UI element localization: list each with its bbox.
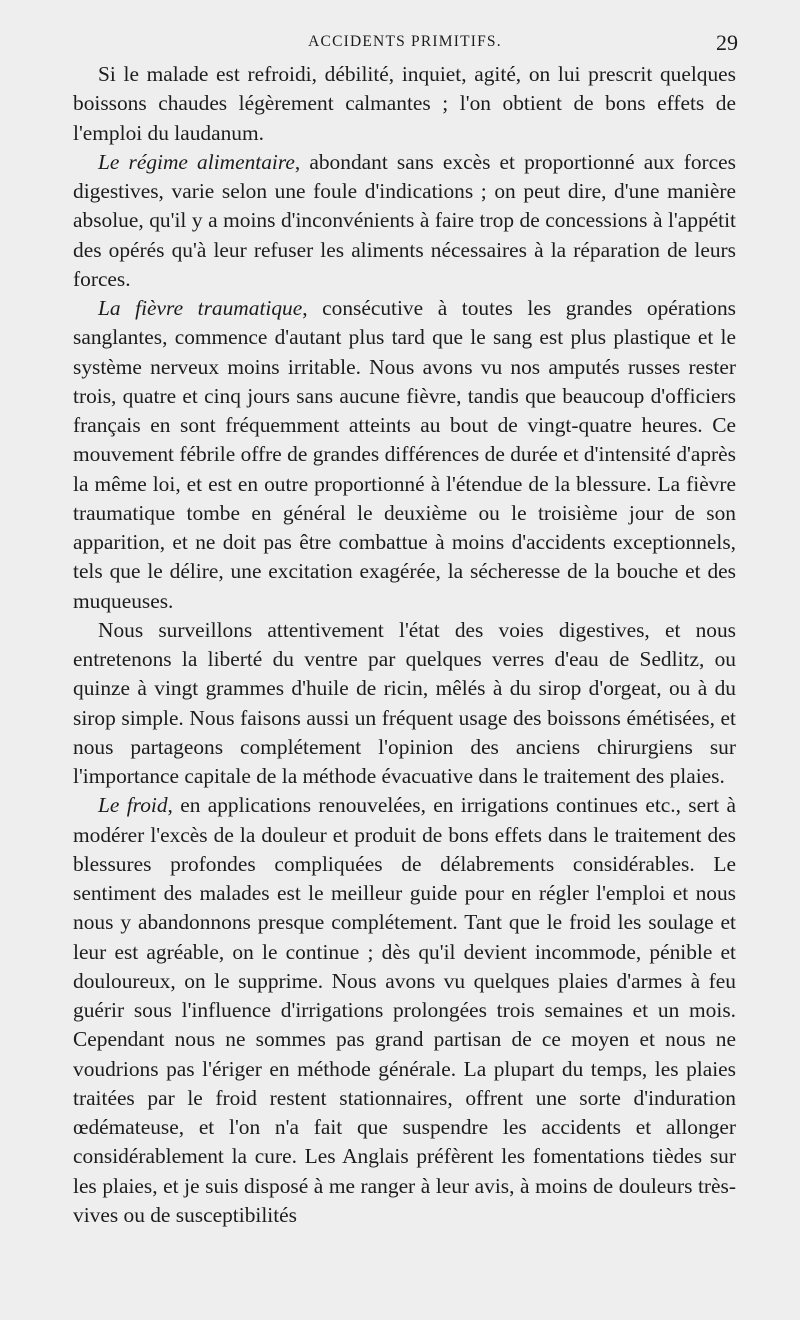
running-head: ACCIDENTS PRIMITIFS. [308, 33, 502, 50]
paragraph-regime-alimentaire [73, 148, 736, 294]
paragraph-text: , consécutive à toutes les grandes opérations sanglantes, commence d'autant plus tard que le sang est plus plastique et le système nerveux moins irritable. Nous avons vu nos amputés russes rester trois, quatre et cinq jours sans aucune fièvre, tandis que beaucoup d'officiers français en sont fréquemment atteints au bout de vingt-quatre heures. Ce mouvement fébrile offre de grandes différences de durée et d'intensité d'après la même loi, et est en outre proportionné à l'étendue de la blessure. La fièvre traumatique tombe en général le deuxième ou le troisième jour de son apparition, et ne doit pas être combattue à moins d'accidents exceptionnels, tels que le délire, une excitation exagérée, la sécheresse de la bouche et des muqueuses. [73, 296, 736, 613]
body-text [73, 60, 736, 1230]
paragraph-malade-refroidi [73, 60, 736, 148]
paragraph-lead-italic: Le froid [98, 793, 168, 818]
paragraph-voies-digestives [73, 616, 736, 792]
paragraph-fievre-traumatique [73, 294, 736, 616]
paragraph-text: , abondant sans excès et proportionné aux forces digestives, varie selon une foule d'indications ; on peut dire, d'une manière absolue, qu'il y a moins d'inconvénients à faire trop de concessions à l'appétit des opérés qu'à leur refuser les aliments nécessaires à la réparation de leurs forces. [73, 149, 736, 291]
paragraph-text: Si le malade est refroidi, débilité, inquiet, agité, on lui prescrit quelques boissons chaudes légèrement calmantes ; l'on obtient de bons effets de l'emploi du laudanum. [73, 62, 736, 145]
paragraph-lead-italic: Le régime alimentaire [98, 149, 295, 174]
paragraph-text: Nous surveillons attentivement l'état des voies digestives, et nous entretenons la liberté du ventre par quelques verres d'eau de Sedlitz, ou quinze à vingt grammes d'huile de ricin, mêlés à du sirop d'orgeat, ou à du sirop simple. Nous faisons aussi un fréquent usage des boissons émétisées, et nous partageons complétement l'opinion des anciens chirurgiens sur l'importance capitale de la méthode évacuative dans le traitement des plaies. [73, 617, 736, 788]
page-header [70, 30, 740, 56]
paragraph-text: , en applications renouvelées, en irrigations continues etc., sert à modérer l'excès de la douleur et produit de bons effets dans le traitement des blessures profondes compliquées de délabrements considérables. Le sentiment des malades est le meilleur guide pour en régler l'emploi et nous nous y abandonnons presque complétement. Tant que le froid les soulage et leur est agréable, on le continue ; dès qu'il devient incommode, pénible et douloureux, on le supprime. Nous avons vu quelques plaies d'armes à feu guérir sous l'influence d'irrigations prolongées trois semaines et un mois. Cependant nous ne sommes pas grand partisan de ce moyen et nous ne voudrions pas l'ériger en méthode générale. La plupart du temps, les plaies traitées par le froid restent stationnaires, offrent une sorte d'induration œdémateuse, et l'on n'a fait que suspendre les accidents et allonger considérablement la cure. Les Anglais préfèrent les fomentations tièdes sur les plaies, et je suis disposé à me ranger à leur avis, à moins de douleurs très-vives ou de susceptibilités [73, 793, 736, 1227]
paragraph-lead-italic: La fièvre traumatique [98, 296, 303, 320]
paragraph-le-froid [73, 791, 736, 1230]
page-number: 29 [716, 30, 738, 55]
